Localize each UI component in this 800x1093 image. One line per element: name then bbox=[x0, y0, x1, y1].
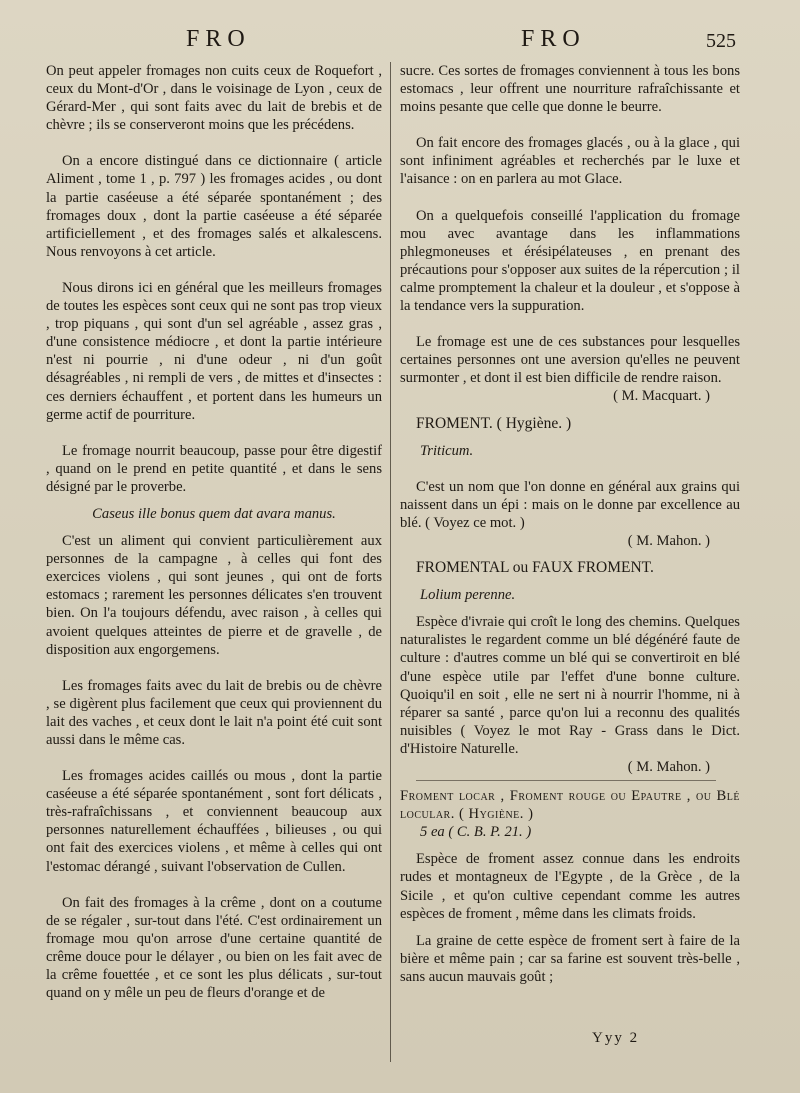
entry-heading-fromental: FROMENTAL ou FAUX FROMENT. bbox=[416, 559, 654, 577]
running-head-left: FRO bbox=[186, 26, 251, 52]
paragraph: On fait des fromages à la crême , dont on a coutume de se régaler , sur-tout dans l'été. C'est ordinairement un fromage mou qu'on arrose d'une certaine quantité de crême douce pour le délayer , ou bien on les fait avec de la crême fouettée , et ce sont les plus délicats , sur-tout quand on y mêle un peu de fleurs d'orange et de bbox=[46, 894, 382, 1002]
paragraph: Nous dirons ici en général que les meilleurs fromages de toutes les espèces sont ceux qui ne sont pas trop vieux , trop piquans , qui sont d'un sel agréable , assez gras , d'une consistence médiocre , et dont la partie intérieure n'est ni pourrie , ni d'une odeur , ni d'un goût désagréables , ni rempli de vers , de mittes et d'insectes : ces derniers échauffent , et portent dans les humeurs un germe actif de pourriture. bbox=[46, 279, 382, 423]
entry-heading-froment: FROMENT. ( Hygiène. ) bbox=[416, 414, 572, 432]
page-number: 525 bbox=[706, 30, 736, 52]
paragraph: Les fromages acides caillés ou mous , dont la partie caséeuse a été séparée spontanément , sont fort délicats , très-rafraîchissans , et conviennent beaucoup aux personnes naturellement échauffées , bilieuses , ou qui ont fait des exercices violens , et même à celles qui ont l'estomac dérangé , suivant l'observation de Cullen. bbox=[46, 768, 382, 875]
paragraph: On peut appeler fromages non cuits ceux de Roquefort , ceux du Mont-d'Or , dans le voisinage de Lyon , ceux de Gérard-Mer , qui sont faits avec du lait de brebis et de chèvre ; ils se conserveront moins que les précédens. bbox=[46, 63, 382, 134]
paragraph: Le fromage est une de ces substances pour lesquelles certaines personnes ont une aversion qu'elles ne peuvent surmonter , et dont il est bien difficile de rendre raison. bbox=[400, 334, 740, 387]
paragraph: On fait encore des fromages glacés , ou à la glace , qui sont infiniment agréables et recherchés par le luxe et l'aisance : on en parlera au mot Glace. bbox=[400, 135, 740, 188]
right-column bbox=[400, 62, 740, 986]
author-signature: ( M. Mahon. ) bbox=[627, 759, 710, 775]
running-head-right: FRO bbox=[521, 26, 586, 52]
author-signature: ( M. Macquart. ) bbox=[613, 388, 710, 405]
left-column bbox=[46, 62, 382, 1002]
paragraph: On a encore distingué dans ce dictionnaire ( article Aliment , tome 1 , p. 797 ) les fromages acides , ou dont la partie caséeuse a été séparée spontanément ; des fromages doux , dont la partie caséeuse a été séparée artificiellement , et des fromages salés et alkalescens. Nous renvoyons à cet article. bbox=[46, 153, 382, 260]
latin-name: Triticum. bbox=[420, 442, 474, 459]
latin-name: Lolium perenne. bbox=[420, 587, 516, 604]
paragraph: On a quelquefois conseillé l'application du fromage mou avec avantage dans les inflammations phlegmoneuses et érésipélateuses , en prenant des précautions pour s'opposer aux suites de la répercution ; il calme promptement la chaleur et la douleur , et s'oppose à la tendance vers la suppuration. bbox=[400, 207, 740, 315]
latin-proverb: Caseus ille bonus quem dat avara manus. bbox=[92, 505, 336, 522]
reference: 5 ea ( C. B. P. 21. ) bbox=[420, 824, 532, 841]
paragraph: La graine de cette espèce de froment sert à faire de la bière et même pain ; car sa farine est souvent très-belle , sans aucun mauvais goût ; bbox=[400, 932, 740, 985]
paragraph: Les fromages faits avec du lait de brebis ou de chèvre , se digèrent plus facilement que ceux qui proviennent du lait des vaches , et ceux dont le lait n'a point été cuit sont aussi dans le même cas. bbox=[46, 677, 382, 748]
paragraph: Espèce d'ivraie qui croît le long des chemins. Quelques naturalistes le regardent comme un blé dégénéré faute de culture : d'autres comme un blé qui se convertiroit en blé d'une espèce utile par l'effet d'une bonne culture. Quoiqu'il en soit , elle ne sert ni à nourrir l'homme, ni à réparer sa santé , parce qu'on lui a reconnu des qualités nuisibles ( Voyez le mot Ray - Grass dans le Dict. d'Histoire Naturelle. bbox=[400, 614, 740, 757]
running-head bbox=[0, 26, 800, 56]
author-signature: ( M. Mahon. ) bbox=[627, 532, 710, 549]
signature-mark: Yyy 2 bbox=[592, 1030, 640, 1046]
paragraph: C'est un nom que l'on donne en général aux grains qui naissent dans un épi : mais on le donne par excellence au blé. ( Voyez ce mot. ) bbox=[400, 478, 740, 531]
entry-heading-froment-locar: Froment locar , Froment rouge ou Epautre , ou Blé locular. ( Hygiène. ) bbox=[400, 788, 740, 823]
paragraph: Le fromage nourrit beaucoup, passe pour être digestif , quand on le prend en petite quantité , et dans le sens désigné par le proverbe. bbox=[46, 442, 382, 495]
separator-rule bbox=[416, 780, 716, 781]
column-rule bbox=[390, 62, 391, 1062]
paragraph: Espèce de froment assez connue dans les endroits rudes et montagneux de l'Egypte , de la Grèce , de la Sicile , et qu'on cultive cependant comme les autres espèces de froment , même dans les climats froids. bbox=[400, 851, 740, 922]
paragraph: C'est un aliment qui convient particulièrement aux personnes de la campagne , à celles qui font des exercices violens , qui sont jeunes , qui ont de forts estomacs ; rarement les personnes délicates s'en trouvent bien. On l'a toujours défendu, avec raison , à celles qui avoient quelques atteintes de pierre et de gravelle , de disposition aux engorgemens. bbox=[46, 533, 382, 658]
paragraph: sucre. Ces sortes de fromages conviennent à tous les bons estomacs , leur offrent une nourriture rafraîchissante et moins pesante que celle que donne le beurre. bbox=[400, 63, 740, 116]
